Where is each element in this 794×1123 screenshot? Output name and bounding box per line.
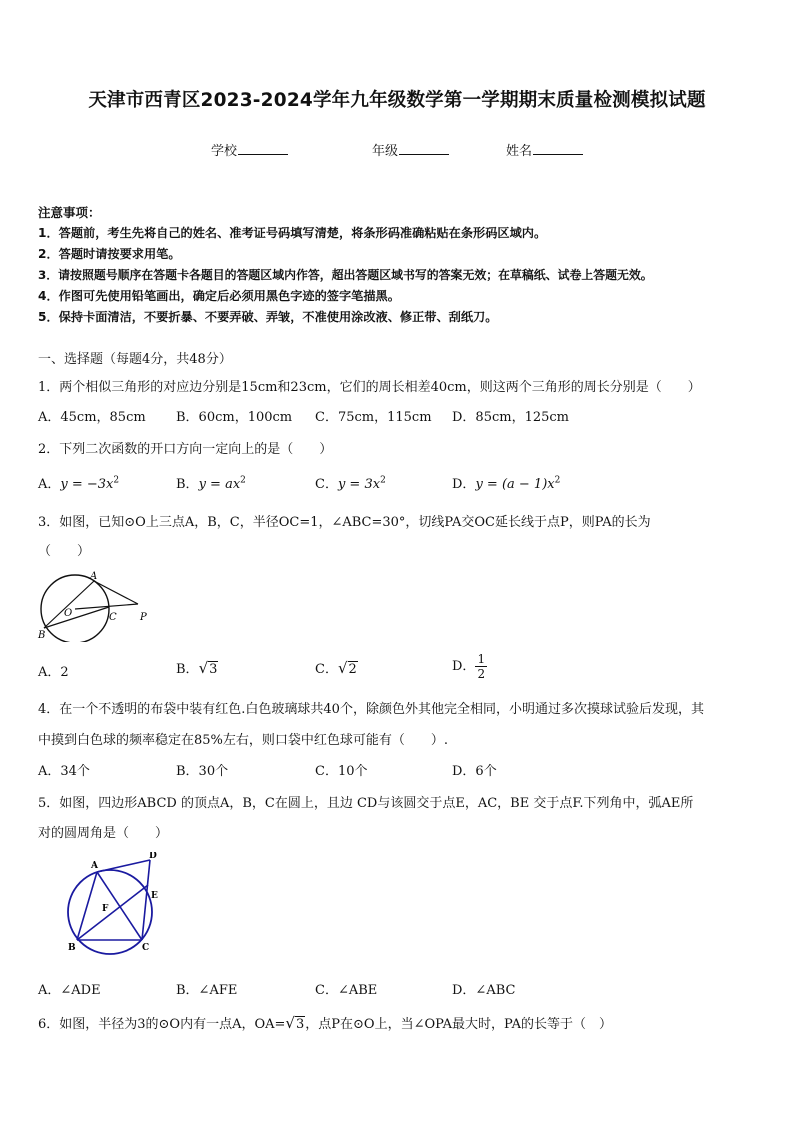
q1-option-d: D．85cm，125cm: [452, 410, 569, 425]
name-label: 姓名: [506, 144, 533, 159]
label-d: D: [149, 852, 157, 861]
label-a: A: [90, 571, 98, 582]
q5-option-d: D．∠ABC: [452, 983, 516, 998]
question-5-stem: 5．如图，四边形ABCD 的顶点A，B，C在圆上，且边 CD与该圆交于点E，AC，BE 交于点F.下列角中，弧AE所: [38, 796, 694, 811]
side-ad: [97, 860, 150, 872]
q3-option-b: [176, 658, 218, 677]
label-a: A: [91, 861, 98, 871]
q2-option-a: [38, 473, 119, 492]
q6-stem-part1: 6．如图，半径为3的⊙O内有一点A，OA=: [38, 1017, 286, 1032]
option-label: D．: [452, 477, 476, 492]
question-3-stem-cont: （ ）: [38, 544, 91, 559]
chord-ab: [44, 581, 94, 628]
option-label: B．: [176, 662, 199, 677]
exponent: 2: [554, 475, 561, 486]
question-5-stem-cont: 对的圆周角是（ ）: [38, 826, 169, 841]
q5-option-c: C．∠ABE: [315, 983, 378, 998]
q2-option-d: [452, 473, 560, 492]
note-item: 4．作图可先使用铅笔画出，确定后必须用黑色字迹的签字笔描黑。: [38, 289, 400, 303]
q4-option-c: C．10个: [315, 764, 368, 779]
formula: y = ax: [198, 477, 241, 492]
question-4-stem-cont: 中摸到白色球的频率稳定在85%左右，则口袋中红色球可能有（ ）.: [38, 733, 449, 748]
question-3-stem: 3．如图，已知⊙O上三点A，B，C，半径OC=1，∠ABC=30°，切线PA交OC延长线于点P，则PA的长为: [38, 515, 651, 530]
q3-option-d: [452, 652, 487, 681]
numerator: 1: [477, 652, 486, 666]
note-item: 5．保持卡面清洁，不要折暴、不要弄破、弄皱，不准使用涂改液、修正带、刮纸刀。: [38, 310, 498, 324]
question-1-stem: 1．两个相似三角形的对应边分别是15cm和23cm，它们的周长相差40cm，则这两个三角形的周长分别是（ ）: [38, 380, 701, 395]
q3-option-c: [315, 658, 358, 677]
notes-title: 注意事项：: [38, 205, 101, 220]
label-b: B: [68, 943, 76, 953]
label-f: F: [102, 904, 109, 914]
grade-blank: [399, 142, 449, 155]
q2-option-b: [176, 473, 246, 492]
name-field: [506, 140, 583, 159]
q4-option-a: A．34个: [38, 764, 90, 779]
radicand: 3: [209, 662, 218, 677]
tangent-pa: [94, 581, 138, 604]
label-c: C: [109, 612, 117, 623]
page-title: 天津市西青区2023-2024学年九年级数学第一学期期末质量检测模拟试题: [88, 90, 706, 111]
section-title: 一、选择题（每题4分，共48分）: [38, 352, 232, 367]
label-e: E: [151, 891, 158, 901]
exponent: 2: [380, 475, 386, 486]
circle: [68, 870, 152, 954]
school-blank: [238, 142, 288, 155]
q3-figure: [36, 568, 156, 642]
option-label: A．: [38, 477, 61, 492]
option-label: C．: [315, 477, 338, 492]
radicand: 3: [295, 1017, 305, 1032]
sqrt-expression: √3: [198, 659, 218, 677]
chord-bc: [44, 607, 109, 628]
option-label: C．: [315, 662, 338, 677]
q2-option-c: [315, 473, 386, 492]
formula: y = (a − 1)x: [475, 477, 555, 492]
q5-figure: [60, 852, 170, 956]
grade-label: 年级: [372, 144, 399, 159]
label-c: C: [142, 943, 150, 953]
label-p: P: [140, 612, 147, 623]
q1-option-a: A．45cm，85cm: [38, 410, 146, 425]
option-label: D．: [452, 659, 476, 674]
option-label: A．: [38, 665, 61, 680]
school-label: 学校: [211, 144, 238, 159]
grade-field: [372, 140, 449, 159]
note-item: 3．请按照题号顺序在答题卡各题目的答题区域内作答，超出答题区域书写的答案无效；在草稿纸、试卷上答题无效。: [38, 268, 653, 282]
q4-option-d: D．6个: [452, 764, 497, 779]
sqrt-expression: √2: [337, 659, 357, 677]
option-value: 2: [60, 665, 69, 680]
question-4-stem: 4．在一个不透明的布袋中装有红色.白色玻璃球共40个，除颜色外其他完全相同，小明通过多次摸球试验后发现，其: [38, 702, 704, 717]
name-blank: [533, 142, 583, 155]
fraction: [475, 652, 487, 681]
denominator: 2: [477, 667, 486, 681]
q1-option-b: B．60cm，100cm: [176, 410, 293, 425]
exponent: 2: [113, 475, 120, 486]
q6-stem-part2: ，点P在⊙O上，当∠OPA最大时，PA的长等于（ ）: [305, 1017, 612, 1032]
note-item: 2．答题时请按要求用笔。: [38, 247, 181, 261]
q1-option-c: C．75cm，115cm: [315, 410, 432, 425]
label-b: B: [38, 630, 46, 641]
q5-option-a: A．∠ADE: [38, 983, 101, 998]
q4-option-b: B．30个: [176, 764, 229, 779]
exponent: 2: [240, 475, 246, 486]
label-o: O: [64, 608, 73, 619]
question-6-stem: [38, 1013, 612, 1032]
formula: y = −3x: [60, 477, 114, 492]
sqrt-expression: √3: [285, 1014, 305, 1032]
question-2-stem: 2．下列二次函数的开口方向一定向上的是（ ）: [38, 442, 333, 457]
q3-option-a: [38, 661, 69, 680]
note-item: 1．答题前，考生先将自己的姓名、准考证号码填写清楚，将条形码准确粘贴在条形码区域内。: [38, 226, 547, 240]
option-label: B．: [176, 477, 199, 492]
q5-option-b: B．∠AFE: [176, 983, 238, 998]
radicand: 2: [348, 662, 357, 677]
school-field: [211, 140, 288, 159]
formula: y = 3x: [337, 477, 381, 492]
